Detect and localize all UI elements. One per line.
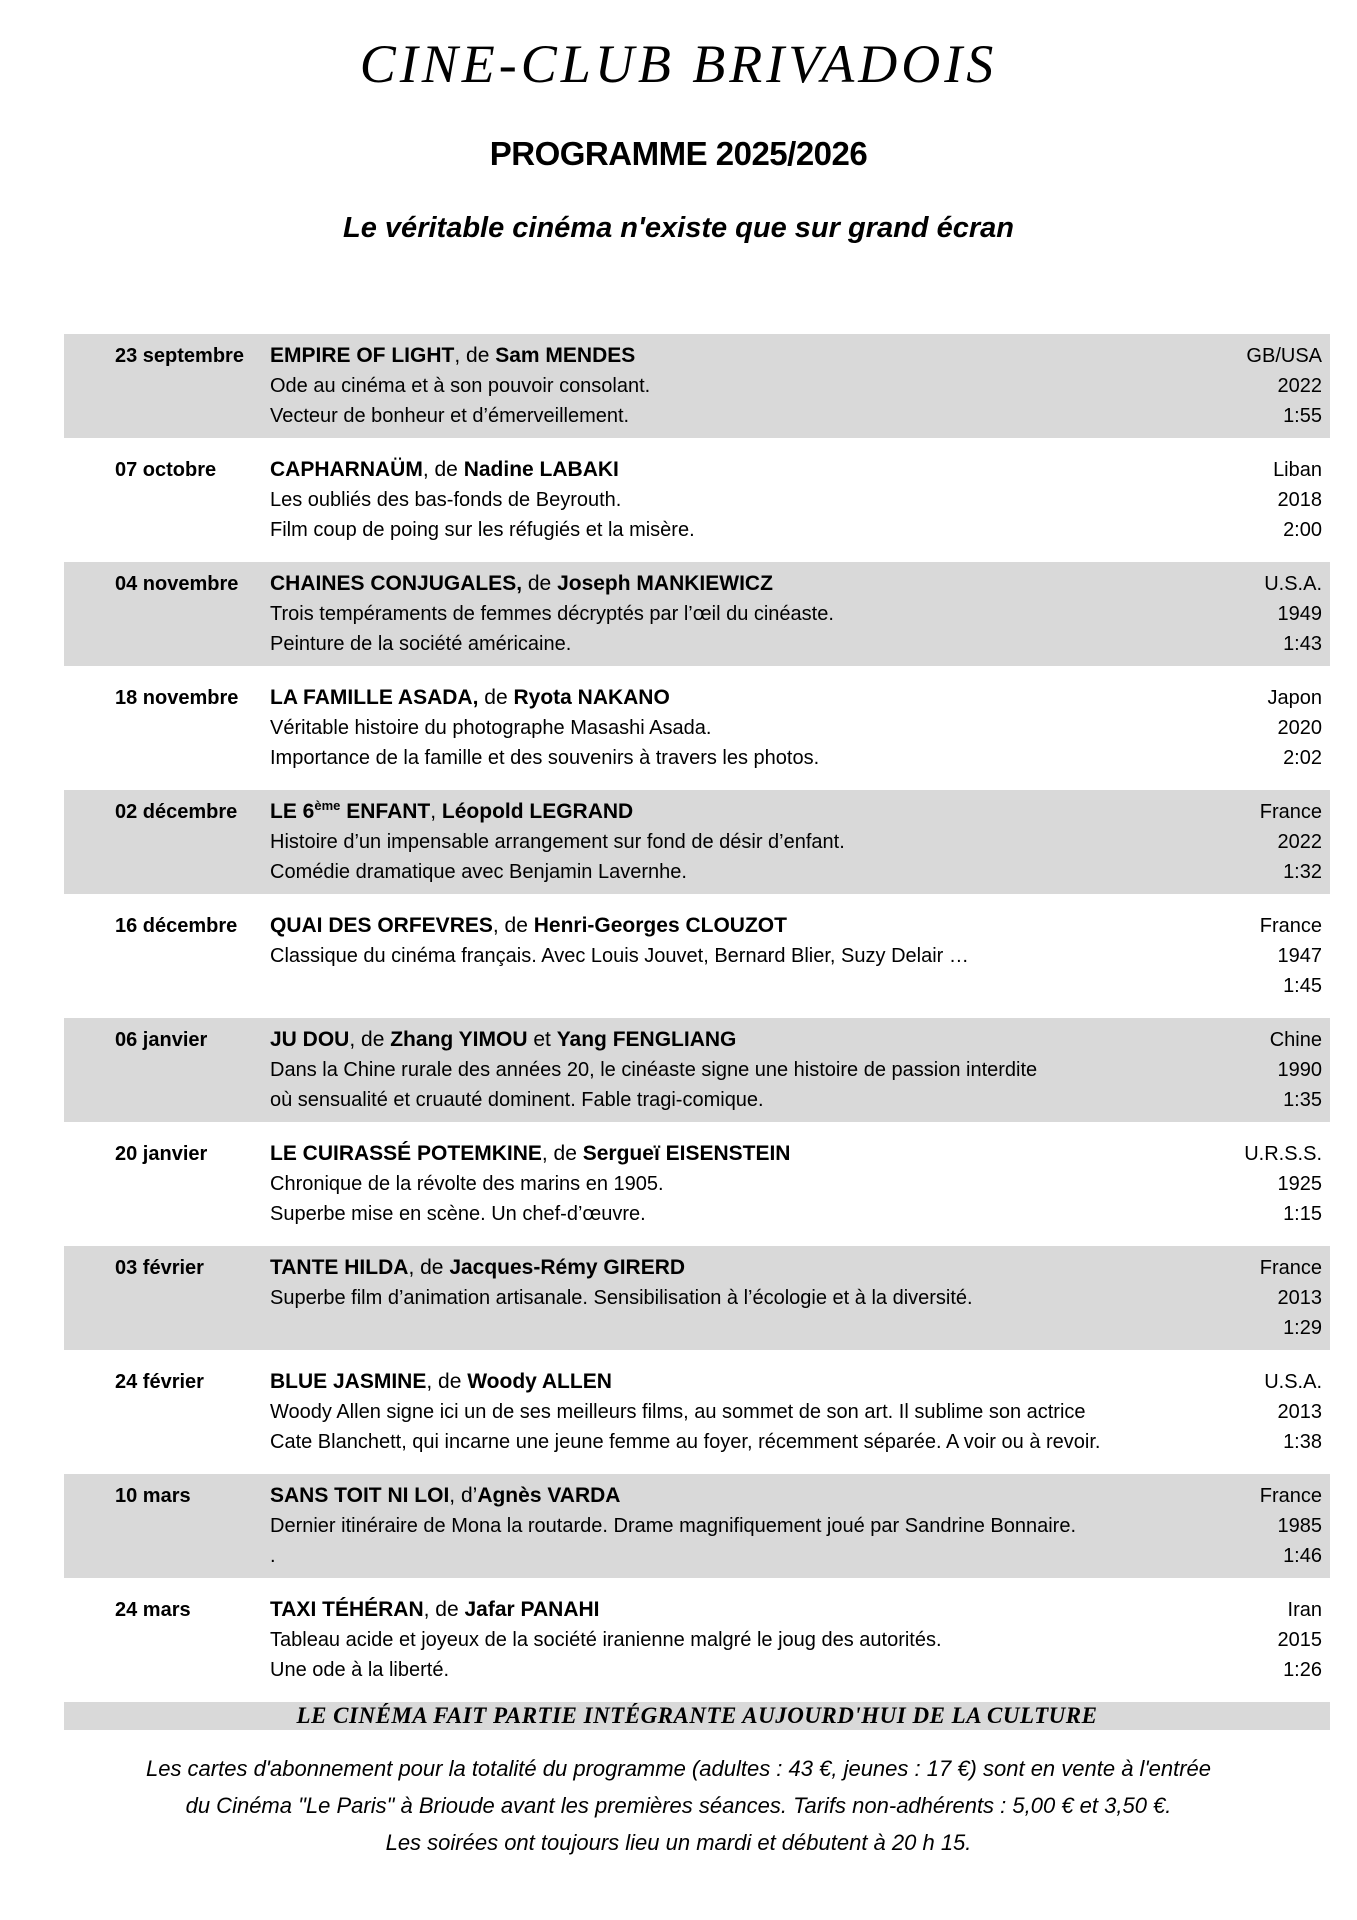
screening-date: 24 février — [115, 1371, 204, 1393]
film-year: 2018 — [1277, 489, 1322, 511]
film-duration: 1:35 — [1283, 1089, 1322, 1111]
film-description-line: Véritable histoire du photographe Masashi Asada. — [270, 717, 712, 739]
screening-meta — [1202, 797, 1322, 887]
screening-meta — [1202, 911, 1322, 1001]
screening-meta — [1202, 1367, 1322, 1457]
film-description-line: Chronique de la révolte des marins en 1905. — [270, 1173, 664, 1195]
film-title-part: TANTE HILDA — [270, 1256, 409, 1279]
screening-main — [270, 683, 1202, 773]
film-title — [270, 1025, 1202, 1055]
screening-main — [270, 341, 1202, 431]
footer-note-line: Les cartes d'abonnement pour la totalité du programme (adultes : 43 €, jeunes : 17 €) sont en vente à l'entrée — [145, 1756, 1212, 1781]
film-description-line: Superbe mise en scène. Un chef-d’œuvre. — [270, 1203, 646, 1225]
screening-main — [270, 1025, 1202, 1115]
film-description-line: Trois tempéraments de femmes décryptés par l’œil du cinéaste. — [270, 603, 834, 625]
film-country: U.S.A. — [1264, 573, 1322, 595]
film-description-line: . — [270, 1545, 276, 1567]
film-country: France — [1259, 801, 1322, 823]
screening-main — [270, 911, 1202, 1001]
screening-meta — [1202, 1025, 1322, 1115]
film-title-part: SANS TOIT NI LOI — [270, 1484, 450, 1507]
screening-list — [64, 334, 1330, 1692]
film-title-part: , de — [422, 458, 464, 481]
footer-note-line: du Cinéma "Le Paris" à Brioude avant les premières séances. Tarifs non-adhérents : 5,00 € et 3,50 €. — [185, 1793, 1172, 1818]
screening-entry — [64, 562, 1330, 666]
film-title-part: Jacques-Rémy GIRERD — [449, 1256, 686, 1279]
footer-note-line: Les soirées ont toujours lieu un mardi et débutent à 20 h 15. — [385, 1830, 972, 1855]
film-country: France — [1259, 1485, 1322, 1507]
film-title-part: EMPIRE OF LIGHT — [270, 344, 455, 367]
film-title-part: , de — [492, 914, 534, 937]
screening-main — [270, 797, 1202, 887]
film-title-part: Sergueï EISENSTEIN — [582, 1142, 791, 1165]
screening-entry — [64, 1132, 1330, 1236]
film-duration: 1:46 — [1283, 1545, 1322, 1567]
screening-meta — [1202, 455, 1322, 545]
screening-meta — [1202, 569, 1322, 659]
film-description-line: Comédie dramatique avec Benjamin Lavernhe. — [270, 861, 687, 883]
screening-entry — [64, 1360, 1330, 1464]
screening-date: 06 janvier — [115, 1029, 208, 1051]
screening-entry — [64, 1246, 1330, 1350]
screening-main — [270, 569, 1202, 659]
film-title-part: Léopold LEGRAND — [441, 800, 634, 823]
footer-banner: LE CINÉMA FAIT PARTIE INTÉGRANTE AUJOURD'HUI DE LA CULTURE — [64, 1702, 1330, 1730]
screening-entry — [64, 676, 1330, 780]
film-description-line: Classique du cinéma français. Avec Louis Jouvet, Bernard Blier, Suzy Delair … — [270, 945, 969, 967]
programme-title: PROGRAMME 2025/2026 — [489, 135, 868, 172]
screening-main — [270, 455, 1202, 545]
screening-main — [270, 1595, 1202, 1685]
film-title-part: , de — [408, 1256, 450, 1279]
tagline: Le véritable cinéma n'existe que sur grand écran — [343, 212, 1014, 244]
film-title-part: de — [478, 686, 514, 709]
film-title-part: , — [430, 800, 442, 823]
film-title-part: Agnès VARDA — [477, 1484, 621, 1507]
film-country: France — [1259, 1257, 1322, 1279]
film-title-part: Sam MENDES — [495, 344, 636, 367]
screening-entry — [64, 904, 1330, 1008]
screening-entry — [64, 1588, 1330, 1692]
film-year: 2013 — [1277, 1287, 1322, 1309]
film-year: 2020 — [1277, 717, 1322, 739]
screening-entry — [64, 790, 1330, 894]
film-description-line: Ode au cinéma et à son pouvoir consolant. — [270, 375, 651, 397]
film-description-line: Une ode à la liberté. — [270, 1659, 450, 1681]
film-duration: 1:15 — [1283, 1203, 1322, 1225]
film-title-part: LE CUIRASSÉ POTEMKINE — [270, 1142, 542, 1165]
film-title-part: Henri-Georges CLOUZOT — [533, 914, 787, 937]
film-title-part: Jafar PANAHI — [464, 1598, 600, 1621]
film-title-part: , de — [454, 344, 496, 367]
film-year: 1947 — [1277, 945, 1322, 967]
screening-date: 02 décembre — [115, 801, 238, 823]
film-year: 1949 — [1277, 603, 1322, 625]
film-title-part: CHAINES CONJUGALES, — [270, 572, 523, 595]
film-country: Japon — [1267, 687, 1322, 709]
film-title-part: CAPHARNAÜM — [270, 458, 423, 481]
screening-meta — [1202, 1139, 1322, 1229]
film-year: 2022 — [1277, 375, 1322, 397]
film-year: 1985 — [1277, 1515, 1322, 1537]
film-year: 2013 — [1277, 1401, 1322, 1423]
club-title: CINE-CLUB BRIVADOIS — [359, 34, 998, 94]
film-year: 1925 — [1277, 1173, 1322, 1195]
film-description-line: Cate Blanchett, qui incarne une jeune femme au foyer, récemment séparée. A voir ou à revoir. — [270, 1431, 1101, 1453]
film-duration: 1:38 — [1283, 1431, 1322, 1453]
screening-meta — [1202, 1481, 1322, 1571]
film-title-part: LE 6 — [270, 800, 315, 823]
film-title-part: et — [527, 1028, 557, 1051]
screening-entry — [64, 334, 1330, 438]
film-description-line: Superbe film d’animation artisanale. Sensibilisation à l’écologie et à la diversité. — [270, 1287, 973, 1309]
film-title-part: Ryota NAKANO — [513, 686, 670, 709]
film-duration: 1:26 — [1283, 1659, 1322, 1681]
film-title-part: QUAI DES ORFEVRES — [270, 914, 493, 937]
screening-meta — [1202, 683, 1322, 773]
film-country: U.S.A. — [1264, 1371, 1322, 1393]
film-country: Liban — [1273, 459, 1322, 481]
screening-meta — [1202, 341, 1322, 431]
film-title-part: Zhang YIMOU — [390, 1028, 528, 1051]
film-duration: 1:32 — [1283, 861, 1322, 883]
film-title — [270, 1367, 1202, 1397]
film-title — [270, 341, 1202, 371]
film-year: 2015 — [1277, 1629, 1322, 1651]
film-description-line: Peinture de la société américaine. — [270, 633, 572, 655]
screening-date: 04 novembre — [115, 573, 239, 595]
film-title — [270, 455, 1202, 485]
screening-date: 23 septembre — [115, 345, 244, 367]
screening-main — [270, 1367, 1202, 1457]
film-title-part: , d’ — [449, 1484, 478, 1507]
film-duration: 1:55 — [1283, 405, 1322, 427]
film-country: Iran — [1287, 1599, 1322, 1621]
film-title-part: Joseph MANKIEWICZ — [557, 572, 773, 595]
film-title — [270, 1139, 1202, 1169]
footer-notes — [30, 1750, 1327, 1861]
film-duration: 1:45 — [1283, 975, 1322, 997]
screening-date: 20 janvier — [115, 1143, 208, 1165]
film-description-line: où sensualité et cruauté dominent. Fable tragi-comique. — [270, 1089, 764, 1111]
film-title — [270, 1481, 1202, 1511]
film-country: U.R.S.S. — [1244, 1143, 1322, 1165]
film-description-line: Vecteur de bonheur et d’émerveillement. — [270, 405, 630, 427]
film-duration: 2:00 — [1283, 519, 1322, 541]
film-year: 2022 — [1277, 831, 1322, 853]
film-title — [270, 797, 1202, 827]
screening-date: 10 mars — [115, 1485, 191, 1507]
screening-date: 07 octobre — [115, 459, 217, 481]
film-title-part: BLUE JASMINE — [270, 1370, 427, 1393]
screening-entry — [64, 1018, 1330, 1122]
film-description-line: Importance de la famille et des souvenirs à travers les photos. — [270, 747, 820, 769]
film-description-line: Les oubliés des bas-fonds de Beyrouth. — [270, 489, 622, 511]
film-description-line: Woody Allen signe ici un de ses meilleurs films, au sommet de son art. Il sublime son actrice — [270, 1401, 1086, 1423]
film-title-part: ENFANT — [340, 800, 431, 823]
film-title-part: , de — [423, 1598, 465, 1621]
screening-date: 03 février — [115, 1257, 204, 1279]
film-duration: 1:29 — [1283, 1317, 1322, 1339]
film-duration: 2:02 — [1283, 747, 1322, 769]
film-description-line: Film coup de poing sur les réfugiés et la misère. — [270, 519, 695, 541]
screening-date: 18 novembre — [115, 687, 239, 709]
screening-main — [270, 1481, 1202, 1571]
screening-main — [270, 1253, 1202, 1343]
film-title-part: , de — [426, 1370, 468, 1393]
film-title-part: de — [522, 572, 558, 595]
film-title-part: Nadine LABAKI — [463, 458, 619, 481]
film-description-line: Dans la Chine rurale des années 20, le cinéaste signe une histoire de passion interdite — [270, 1059, 1038, 1081]
screening-entry — [64, 1474, 1330, 1578]
film-title-part: Woody ALLEN — [467, 1370, 612, 1393]
film-title-part: , de — [541, 1142, 583, 1165]
film-title — [270, 1253, 1202, 1283]
film-title-part: Yang FENGLIANG — [556, 1028, 737, 1051]
film-title-part: LA FAMILLE ASADA, — [270, 686, 479, 709]
screening-date: 16 décembre — [115, 915, 238, 937]
screening-meta — [1202, 1595, 1322, 1685]
film-title-part: JU DOU — [270, 1028, 350, 1051]
film-description-line: Histoire d’un impensable arrangement sur fond de désir d’enfant. — [270, 831, 845, 853]
film-title-part: TAXI TÉHÉRAN — [270, 1598, 424, 1621]
screening-entry — [64, 448, 1330, 552]
screening-date: 24 mars — [115, 1599, 191, 1621]
film-country: Chine — [1269, 1029, 1322, 1051]
screening-meta — [1202, 1253, 1322, 1343]
film-year: 1990 — [1277, 1059, 1322, 1081]
film-title — [270, 1595, 1202, 1625]
film-title-part: , de — [349, 1028, 391, 1051]
film-description-line: Tableau acide et joyeux de la société iranienne malgré le joug des autorités. — [270, 1629, 942, 1651]
film-title — [270, 569, 1202, 599]
film-country: France — [1259, 915, 1322, 937]
screening-main — [270, 1139, 1202, 1229]
film-title-part: ème — [314, 798, 341, 813]
film-title — [270, 911, 1202, 941]
film-description-line: Dernier itinéraire de Mona la routarde. Drame magnifiquement joué par Sandrine Bonnaire. — [270, 1515, 1076, 1537]
film-country: GB/USA — [1246, 345, 1322, 367]
film-duration: 1:43 — [1283, 633, 1322, 655]
film-title — [270, 683, 1202, 713]
